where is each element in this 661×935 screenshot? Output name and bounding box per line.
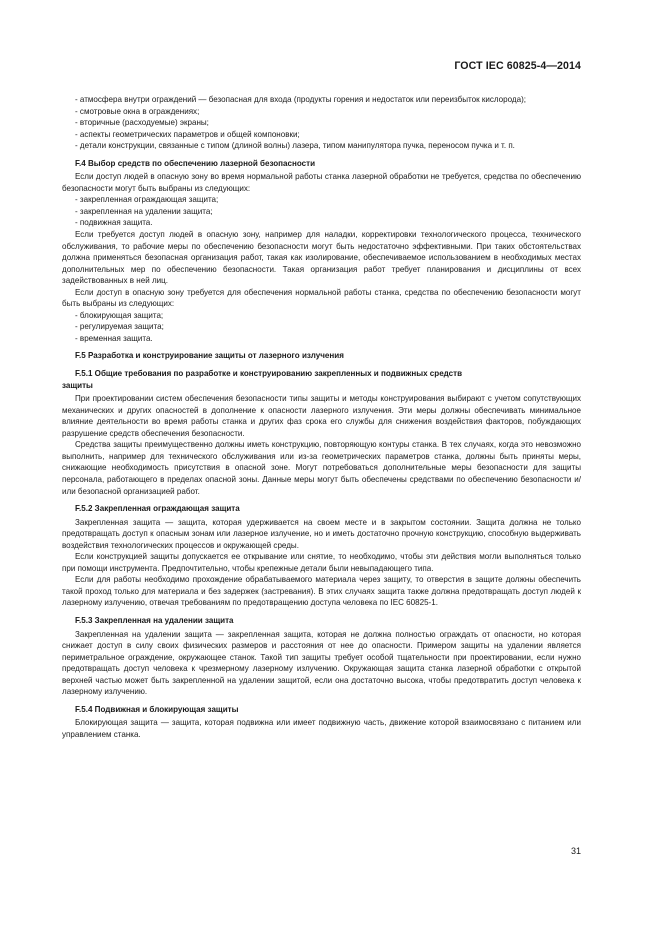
- paragraph: При проектировании систем обеспечения безопасности типы защиты и методы конструирования выбирают с учетом сопутствующих механических и других опасностей в дополнение к опасности лазерного излучения. Эти меры должны обеспечивать минимальное влияние деятельности во время работы станка и других фаз срока его службы для снижения воздействия факторов, побуждающих разрушение средств обеспечения безопасности.: [62, 394, 581, 438]
- list-item: - закрепленная ограждающая защита;: [75, 195, 219, 205]
- subsection-heading-f5-1-cont: защиты: [62, 380, 93, 390]
- subsection-heading-f5-3: F.5.3 Закрепленная на удалении защита: [75, 615, 234, 625]
- standard-title: ГОСТ IEC 60825-4—2014: [454, 60, 581, 72]
- paragraph: Если требуется доступ людей в опасную зону, например для наладки, корректировки технологического процесса, технического обслуживания, то рабочие меры по обеспечению безопасности могут быть недостаточно эффективными. При таких обстоятельствах должна применяться безопасная организация работ, такая как изолирование, обеспечиваемое использованием в необходимых местах дополнительных мер по обеспечению безопасности. Такая организация работ требует планирования и дисциплины от всех задействованных в ней лиц.: [62, 230, 581, 286]
- subsection-heading-f5-2: F.5.2 Закрепленная ограждающая защита: [75, 504, 240, 514]
- paragraph: Блокирующая защита — защита, которая подвижна или имеет подвижную часть, движение которой взаимосвязано с питанием или управлением станка.: [62, 718, 581, 739]
- paragraph: Средства защиты преимущественно должны иметь конструкцию, повторяющую контуры станка. В тех случаях, когда это невозможно выполнить, например для технического обслуживания или из-за геометрических параметров станка, должны быть приняты меры, снижающие необходимость присутствия в опасной зоне. Могут потребоваться дополнительные меры безопасности для защиты персонала, работающего в пределах опасной зоны. Данные меры могут быть обеспечены средствами по обеспечению безопасности и/или безопасной организацией работ.: [62, 440, 581, 496]
- paragraph: Если конструкцией защиты допускается ее открывание или снятие, то необходимо, чтобы эти действия могли выполняться только при помощи инструмента. Предпочтительно, чтобы крепежные детали были невыпадающего типа.: [62, 552, 581, 573]
- list-item: - временная защита.: [75, 333, 153, 343]
- paragraph: Закрепленная защита — защита, которая удерживается на своем месте и в закрытом состоянии. Защита должна не только предотвращать доступ к опасным зонам или лазерное излучение, но и иметь достаточно прочную конструкцию, способную выдерживать воздействия технологических процессов и окружающей среды.: [62, 517, 581, 550]
- section-heading-f4: F.4 Выбор средств по обеспечению лазерной безопасности: [75, 158, 316, 168]
- list-item: - атмосфера внутри ограждений — безопасная для входа (продукты горения и недостаток или переизбыток кислорода);: [75, 95, 526, 104]
- list-item: - подвижная защита.: [75, 218, 153, 228]
- list-item: - блокирующая защита;: [75, 310, 164, 320]
- paragraph: Если для работы необходимо прохождение обрабатываемого материала через защиту, то отверстия в защите должны обеспечить такой проход только для материала и без задержек (застревания). В этих случаях защита также должна предотвращать доступ людей к лазерному излучению, отвечая требованиям по предотвращению доступа человека по IEC 60825-1.: [62, 575, 581, 608]
- list-item: - вторичные (расходуемые) экраны;: [75, 118, 209, 128]
- paragraph: Если доступ людей в опасную зону во время нормальной работы станка лазерной обработки не требуется, средства по обеспечению безопасности могут быть выбраны из следующих:: [62, 172, 581, 193]
- paragraph: Если доступ в опасную зону требуется для обеспечения нормальной работы станка, средства по обеспечению безопасности могут быть выбраны из следующих:: [62, 287, 581, 309]
- subsection-heading-f5-4: F.5.4 Подвижная и блокирующая защиты: [75, 704, 239, 714]
- subsection-heading-f5-1: F.5.1 Общие требования по разработке и конструированию закрепленных и подвижных средств: [75, 369, 463, 379]
- list-item: - аспекты геометрических параметров и общей компоновки;: [75, 129, 300, 139]
- page-number: 31: [570, 846, 581, 856]
- section-heading-f5: F.5 Разработка и конструирование защиты от лазерного излучения: [75, 351, 344, 361]
- paragraph: Закрепленная на удалении защита — закрепленная защита, которая не должна полностью ограждать от опасности, но которая снижает доступ в силу своих физических размеров и расстояния от нее до опасности. Примером защиты на удалении является периметральное ограждение, окружающее станок. Такой тип защиты требует особой тщательности при проектировании, если нужно предотвращать доступ человека к чрезмерному лазерному излучению. Окружающая защита станка лазерной обработки с открытой верхней частью может быть закрепленной на удалении защитой, если она достаточно высока, чтобы предотвратить доступ человека к лазерному излучению.: [62, 629, 581, 697]
- list-item: - смотровые окна в ограждениях;: [75, 106, 200, 116]
- list-item: - детали конструкции, связанные с типом (длиной волны) лазера, типом манипулятора пучка, переносом пучка и т. п.: [75, 141, 515, 151]
- page-content: [62, 94, 581, 740]
- list-item: - регулируемая защита;: [75, 322, 164, 332]
- list-item: - закрепленная на удалении защита;: [75, 206, 213, 216]
